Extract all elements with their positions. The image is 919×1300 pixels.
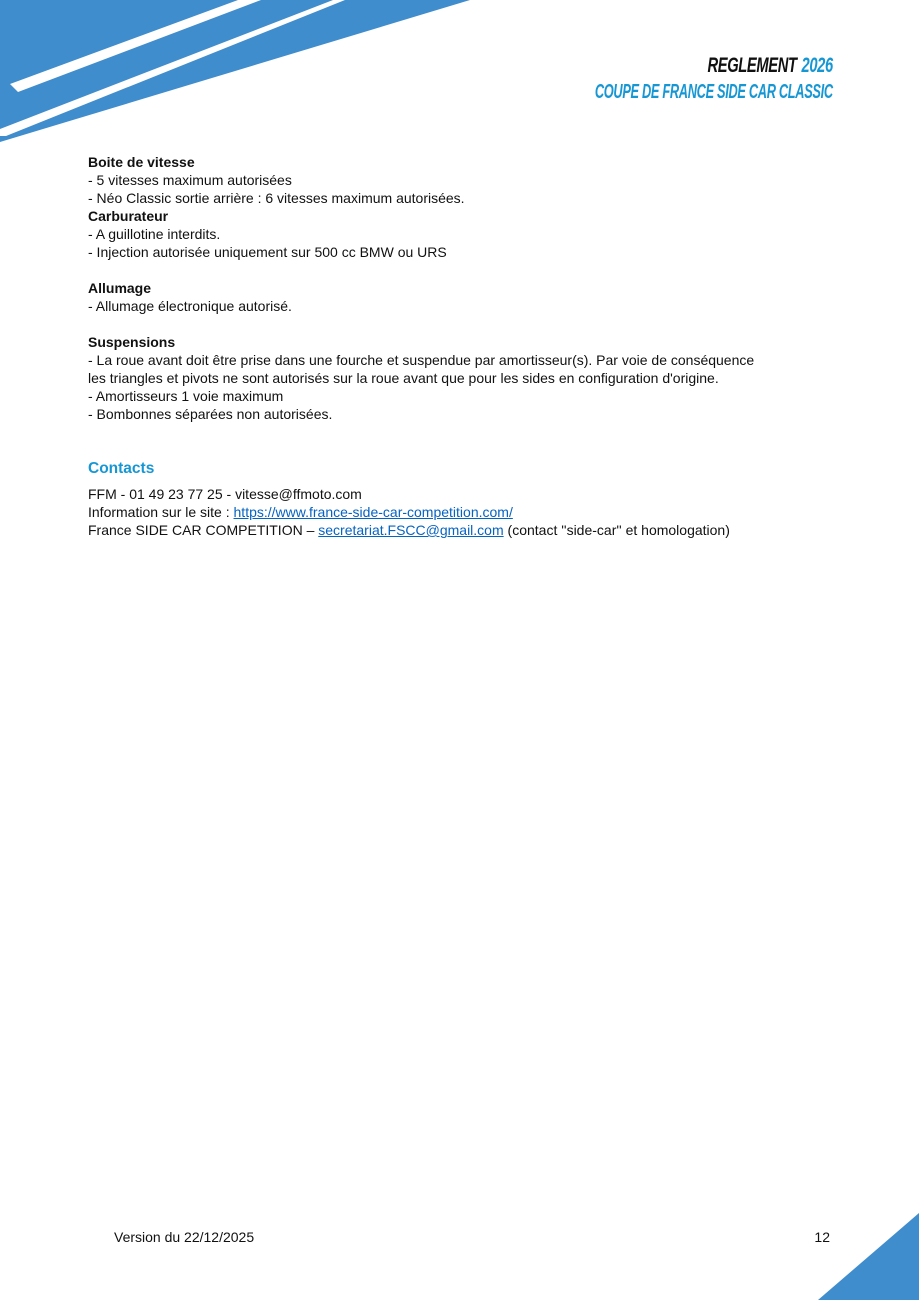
contact-line-fscc xyxy=(88,521,879,539)
brand-subtitle: COUPE DE FRANCE SIDE CAR CLASSIC xyxy=(595,81,833,103)
email-link[interactable]: secretariat.FSCC@gmail.com xyxy=(318,522,504,538)
section-heading: Allumage xyxy=(88,280,152,296)
footer-version-text: Version du 22/12/2025 xyxy=(114,1229,255,1245)
contact-fscc-suffix: (contact ''side-car'' et homologation) xyxy=(503,522,730,538)
section-heading: Suspensions xyxy=(88,334,176,350)
section-boite-de-vitesse xyxy=(88,153,879,207)
section-line: les triangles et pivots ne sont autorisés sur la roue avant que pour les sides en configuration d'origine. xyxy=(88,370,719,386)
section-heading: Boite de vitesse xyxy=(88,154,195,170)
corner-triangle-shape xyxy=(818,1213,919,1300)
contact-fscc-prefix: France SIDE CAR COMPETITION – xyxy=(88,522,319,538)
section-line: - La roue avant doit être prise dans une fourche et suspendue par amortisseur(s). Par voie de conséquence xyxy=(88,352,755,368)
section-line: - 5 vitesses maximum autorisées xyxy=(88,172,292,188)
brand-block xyxy=(461,54,833,104)
section-heading: Carburateur xyxy=(88,208,169,224)
contact-site-prefix: Information sur le site : xyxy=(88,504,234,520)
section-line: - Injection autorisée uniquement sur 500 cc BMW ou URS xyxy=(88,244,447,260)
section-line: - Amortisseurs 1 voie maximum xyxy=(88,388,284,404)
footer-page-number: 12 xyxy=(814,1229,830,1245)
reglement-title xyxy=(573,54,833,78)
reglement-title-label: REGLEMENT xyxy=(707,54,797,77)
contact-line-site xyxy=(88,503,879,521)
website-link[interactable]: https://www.france-side-car-competition.com/ xyxy=(233,504,513,520)
contact-line-ffm: FFM - 01 49 23 77 25 - vitesse@ffmoto.com xyxy=(88,486,362,502)
reglement-year: 2026 xyxy=(801,54,833,77)
contacts-section xyxy=(88,459,879,539)
section-line: - Allumage électronique autorisé. xyxy=(88,298,292,314)
section-line: - A guillotine interdits. xyxy=(88,226,221,242)
section-allumage xyxy=(88,279,879,315)
section-line: - Bombonnes séparées non autorisées. xyxy=(88,406,333,422)
contacts-heading: Contacts xyxy=(88,460,155,477)
document-body xyxy=(88,153,879,539)
section-line: - Néo Classic sortie arrière : 6 vitesses maximum autorisées. xyxy=(88,190,465,206)
section-suspensions xyxy=(88,333,879,423)
corner-triangle xyxy=(818,1213,919,1300)
section-carburateur xyxy=(88,207,879,261)
